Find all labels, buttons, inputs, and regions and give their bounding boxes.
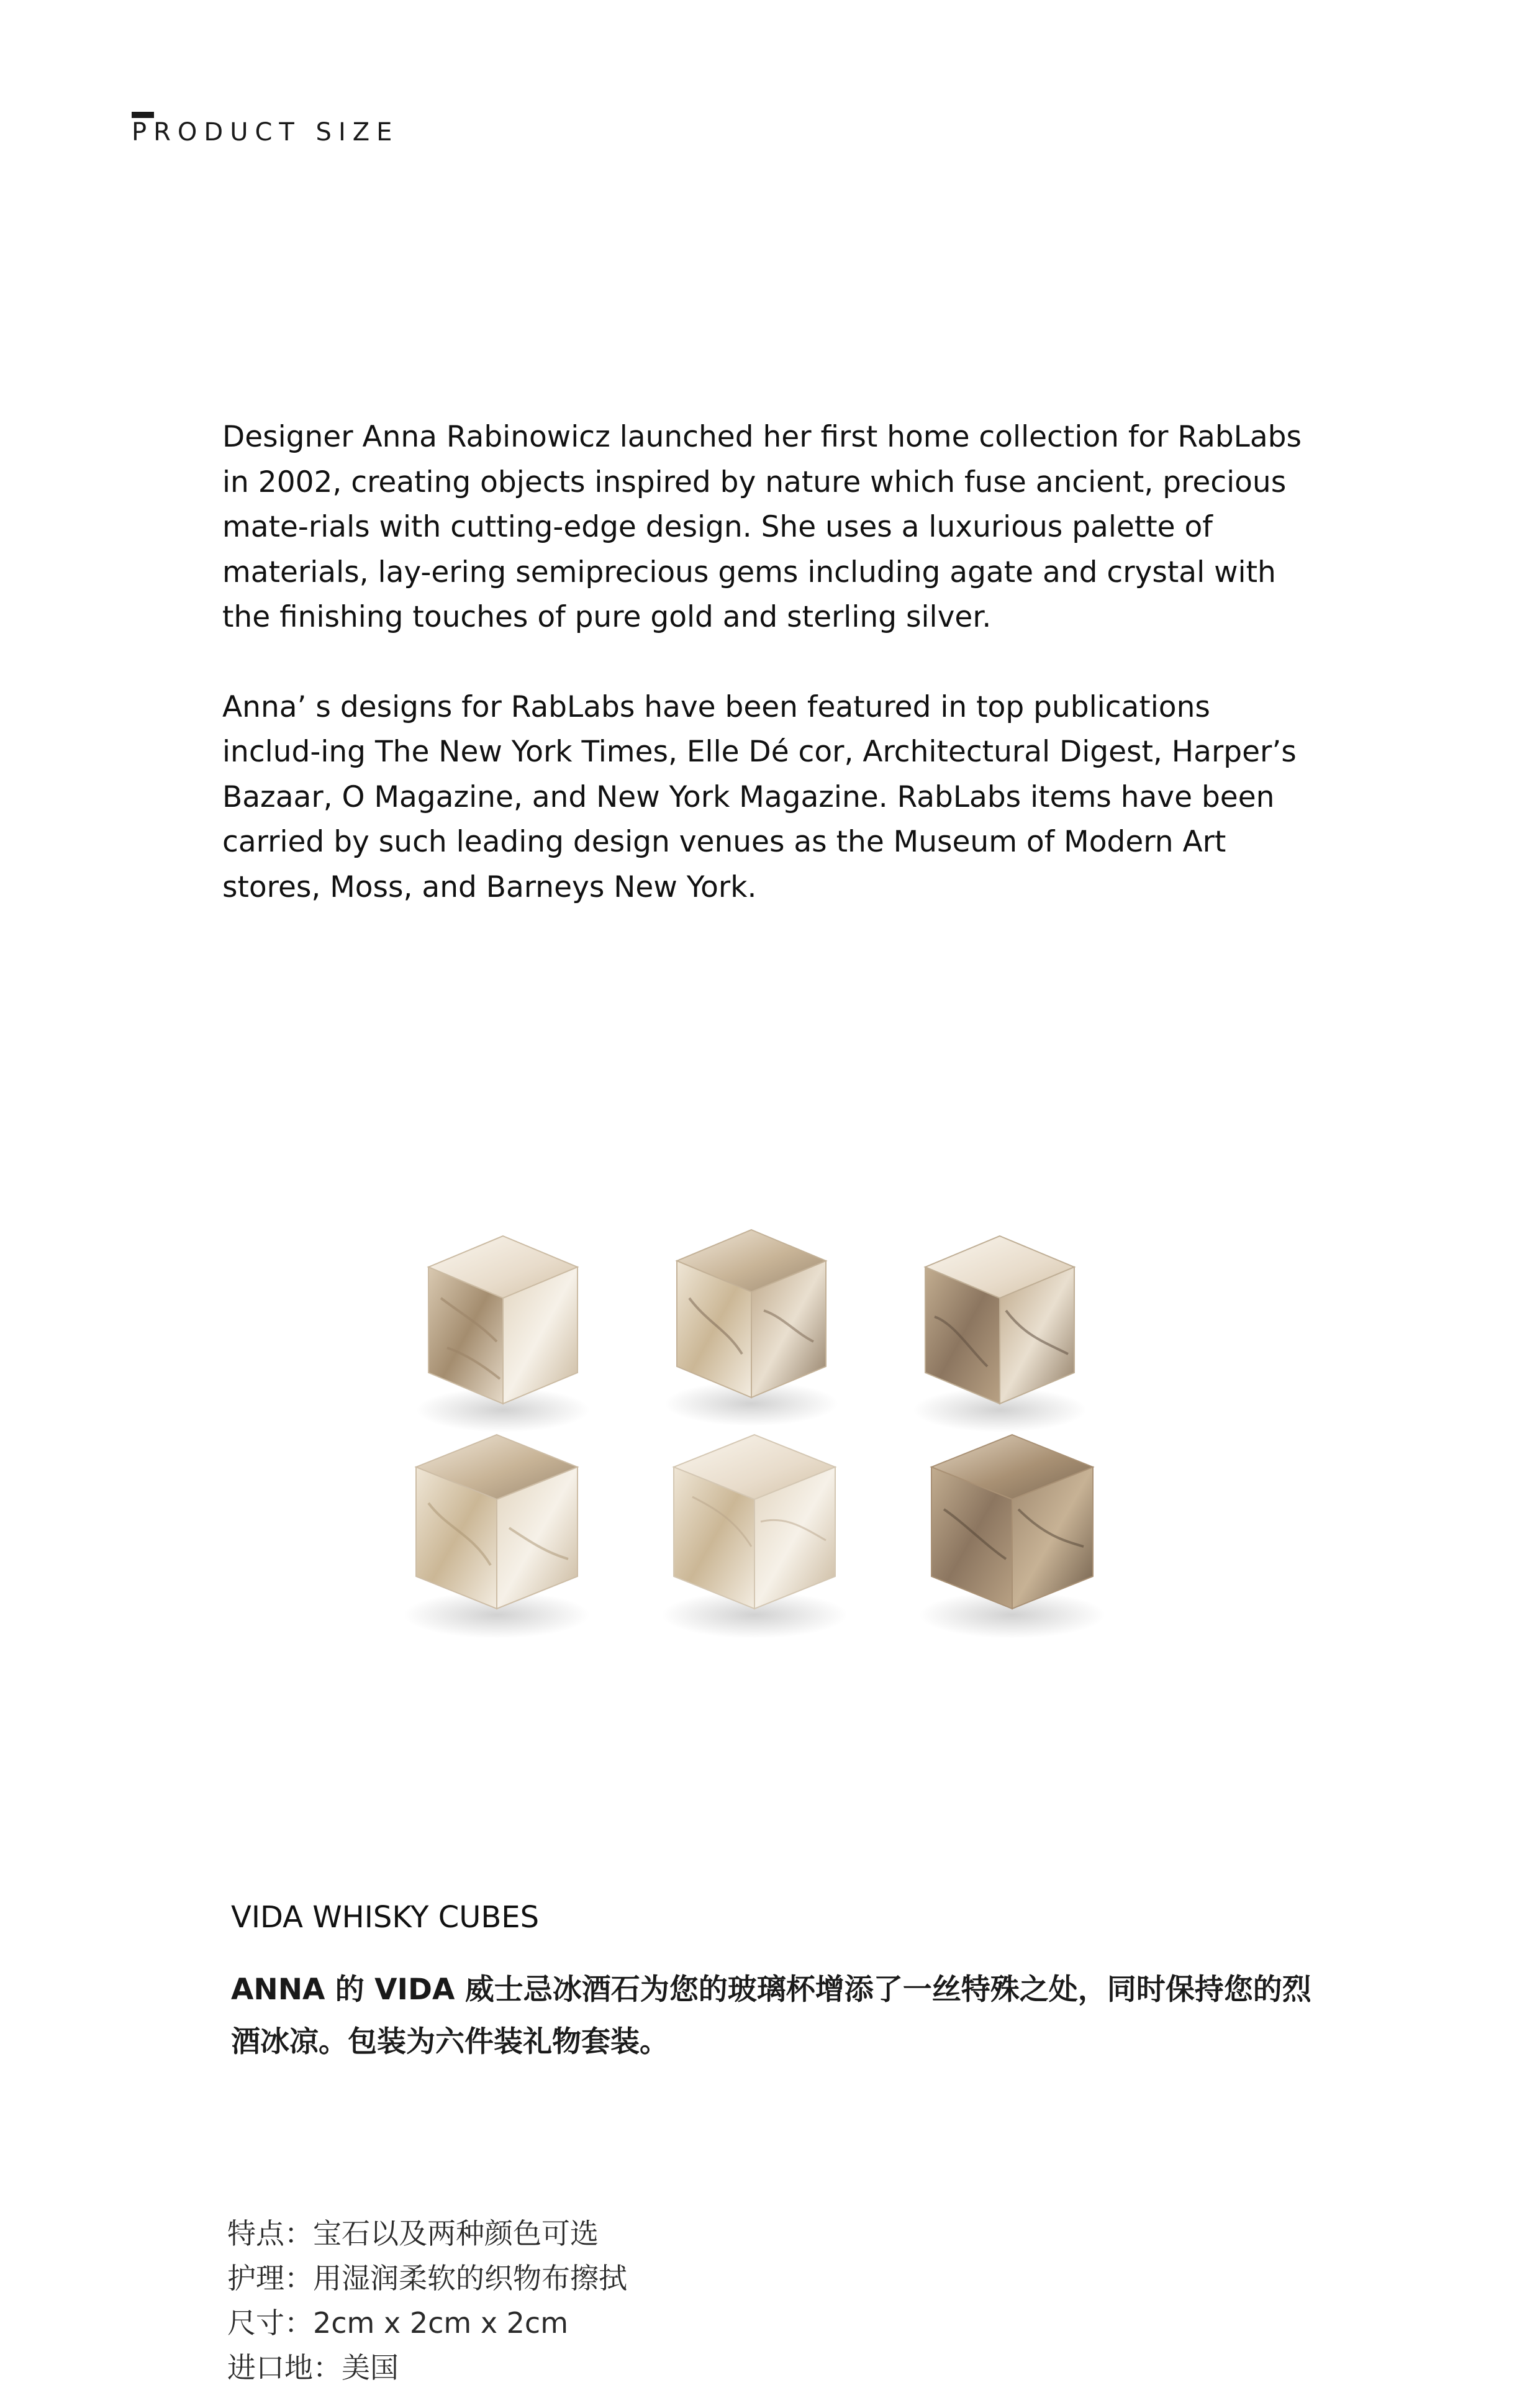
spec-value: 用湿润柔软的织物布擦拭 [313, 2261, 627, 2295]
spec-key: 护理 [227, 2261, 284, 2295]
bio-paragraph: Anna’ s designs for RabLabs have been featured in top publications includ-ing The New York Times, Elle Dé cor, Architectural Digest, Harper’s Bazaar, O Magazine, and New York Magazine. RabLabs items have been carried by such leading design venues as the Museum of Modern Art stores, Moss, and Barneys New York. [222, 689, 1297, 904]
spec-value: 2cm x 2cm x 2cm [313, 2306, 569, 2340]
cube-row-2-1 [404, 1435, 590, 1638]
product-title: VIDA WHISKY CUBES [231, 1900, 540, 1935]
cube-row-1-3 [913, 1236, 1087, 1432]
spec-row-features [227, 2211, 627, 2256]
product-description: ANNA 的 VIDA 威士忌冰酒石为您的玻璃杯增添了一丝特殊之处，同时保持您的烈酒冰凉。包装为六件装礼物套装。 [231, 1973, 1311, 2059]
bio-paragraph: Designer Anna Rabinowicz launched her first home collection for RabLabs in 2002, creating objects inspired by nature which fuse ancient, precious mate-rials with cutting-edge design. She uses a luxurious palette of materials, lay-ering semiprecious gems including agate and crystal with the finishing touches of pure gold and sterling silver. [222, 420, 1302, 634]
header-accent-bar [132, 112, 154, 118]
spec-key: 进口地 [227, 2351, 313, 2384]
product-image [373, 1205, 1167, 1665]
cube-row-1-1 [416, 1236, 590, 1432]
cube-row-1-2 [664, 1230, 838, 1426]
spec-row-care [227, 2256, 627, 2301]
spec-value: 宝石以及两种颜色可选 [313, 2217, 599, 2250]
spec-row-size [227, 2301, 627, 2345]
spec-value: 美国 [342, 2351, 399, 2384]
spec-separator: ： [313, 2351, 342, 2384]
spec-row-origin [227, 2345, 627, 2390]
cube-row-2-2 [661, 1435, 848, 1638]
spec-key: 尺寸 [227, 2306, 284, 2340]
spec-separator: ： [284, 2306, 313, 2340]
cube-row-2-3 [919, 1435, 1105, 1638]
spec-separator: ： [284, 2261, 313, 2295]
spec-key: 特点 [227, 2217, 284, 2250]
designer-bio [222, 415, 1315, 955]
spec-separator: ： [284, 2217, 313, 2250]
whisky-cubes-illustration [373, 1205, 1167, 1665]
product-specs [227, 2211, 627, 2390]
section-label: PRODUCT SIZE [132, 118, 399, 147]
